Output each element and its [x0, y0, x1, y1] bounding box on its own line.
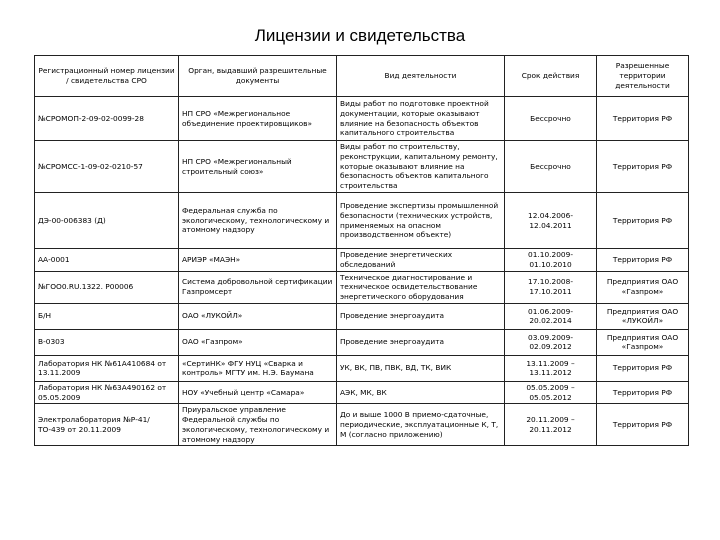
cell-issuer: ОАО «ЛУКОЙЛ» — [179, 303, 337, 329]
header-term: Срок действия — [505, 56, 597, 97]
cell-number: №СРОМСС-1-09-02-0210-57 — [35, 141, 179, 193]
cell-activity: Техническое диагностирование и техническое освидетельствование энергетического оборудования — [337, 271, 505, 303]
cell-term: 17.10.2008-17.10.2011 — [505, 271, 597, 303]
cell-term: 01.10.2009-01.10.2010 — [505, 249, 597, 272]
header-activity: Вид деятельности — [337, 56, 505, 97]
cell-territory: Территория РФ — [597, 404, 689, 446]
cell-activity: УК, ВК, ПВ, ПВК, ВД, ТК, ВИК — [337, 355, 505, 381]
cell-territory: Территория РФ — [597, 97, 689, 141]
cell-activity: Проведение энергетических обследований — [337, 249, 505, 272]
table-row — [35, 404, 689, 446]
cell-term: 05.05.2009 – 05.05.2012 — [505, 381, 597, 404]
cell-territory: Территория РФ — [597, 193, 689, 249]
cell-term: 03.09.2009-02.09.2012 — [505, 329, 597, 355]
cell-issuer: НП СРО «Межрегиональное объединение проектировщиков» — [179, 97, 337, 141]
cell-number: АА-0001 — [35, 249, 179, 272]
cell-number: Лаборатория НК №63А490162 от 05.05.2009 — [35, 381, 179, 404]
table-row — [35, 381, 689, 404]
cell-term: 20.11.2009 – 20.11.2012 — [505, 404, 597, 446]
licenses-table — [34, 55, 689, 446]
cell-territory: Предприятия ОАО «Газпром» — [597, 271, 689, 303]
cell-term: Бессрочно — [505, 97, 597, 141]
page-title: Лицензии и свидетельства — [254, 26, 466, 45]
table-row — [35, 193, 689, 249]
cell-issuer: ОАО «Газпром» — [179, 329, 337, 355]
table-row — [35, 249, 689, 272]
cell-territory: Предприятия ОАО «Газпром» — [597, 329, 689, 355]
cell-activity: Проведение энергоаудита — [337, 303, 505, 329]
cell-term: 13.11.2009 – 13.11.2012 — [505, 355, 597, 381]
cell-number: Б/Н — [35, 303, 179, 329]
cell-number: В-0303 — [35, 329, 179, 355]
cell-activity: Виды работ по строительству, реконструкции, капитальному ремонту, которые оказывают влияние на безопасность объектов капитального строительства — [337, 141, 505, 193]
cell-issuer: Приуральское управление Федеральной службы по экологическому, технологическому и атомному надзору — [179, 404, 337, 446]
cell-territory: Территория РФ — [597, 381, 689, 404]
cell-number: Лаборатория НК №61А410684 от 13.11.2009 — [35, 355, 179, 381]
cell-issuer: НП СРО «Межрегиональный строительный союз» — [179, 141, 337, 193]
table-row — [35, 355, 689, 381]
table-row — [35, 141, 689, 193]
cell-activity: До и выше 1000 В приемо-сдаточные, периодические, эксплуатационные К, Т, М (согласно приложению) — [337, 404, 505, 446]
cell-issuer: АРИЭР «МАЭН» — [179, 249, 337, 272]
cell-activity: АЭК, МК, ВК — [337, 381, 505, 404]
header-issuer: Орган, выдавший разрешительные документы — [179, 56, 337, 97]
header-territory: Разрешенные территории деятельности — [597, 56, 689, 97]
cell-territory: Предприятия ОАО «ЛУКОЙЛ» — [597, 303, 689, 329]
cell-term: Бессрочно — [505, 141, 597, 193]
cell-issuer: Система добровольной сертификации Газпромсерт — [179, 271, 337, 303]
cell-activity: Виды работ по подготовке проектной документации, которые оказывают влияние на безопасность объектов капитального строительства — [337, 97, 505, 141]
cell-number: ДЭ-00-006383 (Д) — [35, 193, 179, 249]
table-row — [35, 271, 689, 303]
table-header-row — [35, 56, 689, 97]
cell-number: №СРОМОП-2-09-02-0099-28 — [35, 97, 179, 141]
table-row — [35, 303, 689, 329]
cell-term: 01.06.2009-20.02.2014 — [505, 303, 597, 329]
cell-term: 12.04.2006-12.04.2011 — [505, 193, 597, 249]
cell-territory: Территория РФ — [597, 249, 689, 272]
cell-territory: Территория РФ — [597, 355, 689, 381]
cell-issuer: «СертиНК» ФГУ НУЦ «Сварка и контроль» МГТУ им. Н.Э. Баумана — [179, 355, 337, 381]
cell-number: №ГОО0.RU.1322. Р00006 — [35, 271, 179, 303]
cell-number: Электролаборатория №Р-41/ТО-439 от 20.11.2009 — [35, 404, 179, 446]
table-row — [35, 329, 689, 355]
cell-issuer: Федеральная служба по экологическому, технологическому и атомному надзору — [179, 193, 337, 249]
cell-activity: Проведение энергоаудита — [337, 329, 505, 355]
cell-issuer: НОУ «Учебный центр «Самара» — [179, 381, 337, 404]
cell-activity: Проведение экспертизы промышленной безопасности (технических устройств, применяемых на опасном производственном объекте) — [337, 193, 505, 249]
header-number: Регистрационный номер лицензии / свидетельства СРО — [35, 56, 179, 97]
table-row — [35, 97, 689, 141]
cell-territory: Территория РФ — [597, 141, 689, 193]
